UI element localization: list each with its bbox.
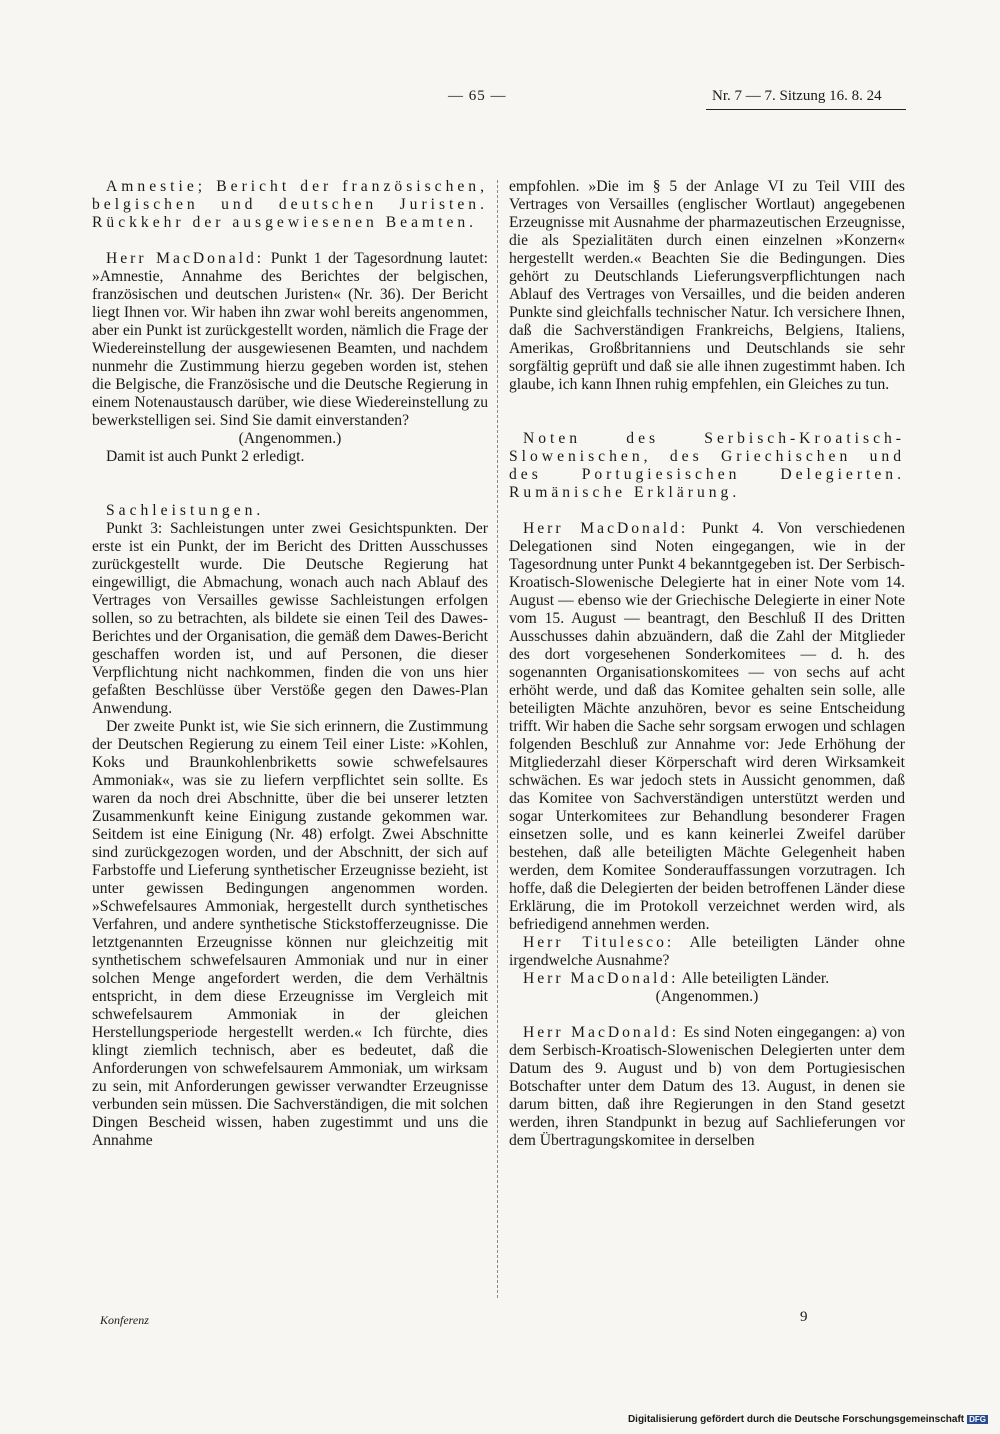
spacer: [509, 1006, 905, 1024]
spacer: [509, 502, 905, 520]
spacer: [509, 394, 905, 430]
speaker-name: Herr MacDonald:: [523, 520, 689, 537]
paragraph-point2: Damit ist auch Punkt 2 erledigt.: [106, 448, 305, 465]
paragraph-amnesty: [92, 250, 488, 430]
section-heading-amnesty: Amnestie; Bericht der französischen, belgischen und deutschen Juristen. Rückkehr der ausgewiesenen Beamten.: [92, 178, 488, 231]
spacer: [92, 466, 488, 502]
footer-signature: Konferenz: [100, 1313, 149, 1327]
page-number-header: — 65 —: [448, 88, 507, 104]
dfg-logo: DFG: [969, 1415, 986, 1424]
paragraph-text: Es sind Noten eingegangen: a) von dem Serbisch-Kroatisch-Slowenischen Delegierten unter dem Datum des 9. August und b) von dem Portugiesischen Botschafter unter dem Datum des 13. August, in denen sie darum bitten, daß ihre Regierungen in den Stand gesetzt werden, ihren Standpunkt in bezug auf Sachlieferungen vor dem Übertragungskomitee in derselben: [509, 1024, 905, 1149]
sheet-number: 9: [800, 1309, 808, 1325]
adopted-note: (Angenommen.): [238, 430, 342, 447]
speaker-name: Herr MacDonald:: [523, 970, 679, 987]
column-divider: [497, 180, 498, 1298]
right-column: [509, 178, 905, 1150]
paragraph-point4: [509, 520, 905, 934]
paragraph-notes-received: [509, 1024, 905, 1150]
speaker-name: Herr MacDonald:: [106, 250, 265, 267]
paragraph-text: Punkt 1 der Tagesordnung lautet: »Amnestie, Annahme des Berichtes der belgischen, französischen und deutschen Juristen« (Nr. 36). Der Bericht liegt Ihnen vor. Wir haben ihn zwar wohl bereits angenommen, aber ein Punkt ist zurückgestellt worden, nämlich die Frage der Wiedereinstellung der ausgewiesenen Beamten, und nachdem nunmehr die Zustimmung hierzu gegeben worden ist, stehen die Belgische, die Französische und die Deutsche Regierung in einem Notenaustausch darüber, wie diese Wiedereinstellung zu bewerkstelligen sei. Sind Sie damit einverstanden?: [92, 250, 488, 429]
section-heading-sachleistungen: Sachleistungen.: [106, 502, 265, 519]
paragraph-macdonald-reply: [509, 970, 905, 988]
digitization-credit: [628, 1414, 988, 1425]
paragraph-text: Alle beteiligten Länder ohne irgendwelche Ausnahme?: [509, 934, 905, 969]
left-column: [92, 178, 488, 1150]
credit-text: Digitalisierung gefördert durch die Deutsche Forschungsgemeinschaft: [627, 1414, 965, 1425]
speaker-name: Herr MacDonald:: [523, 1024, 680, 1041]
paragraph-text: Alle beteiligten Länder.: [678, 970, 830, 987]
spacer: [92, 232, 488, 250]
paragraph-second-point: Der zweite Punkt ist, wie Sie sich erinnern, die Zustimmung der Deutschen Regierung zu einem Teil einer Liste: »Kohlen, Koks und Braunkohlenbriketts sowie schwefelsaures Ammoniak«, was sie zu liefern verpflichtet sein sollte. Es waren da noch drei Abschnitte, über die bei unserer letzten Zusammenkunft keine Einigung zustande gekommen war. Seitdem ist eine Einigung (Nr. 48) erfolgt. Zwei Abschnitte sind zurückgezogen worden, und der Abschnitt, der sich auf Farbstoffe und Lieferung synthetischer Erzeugnisse bezieht, ist unter gewissen Bedingungen angenommen worden. »Schwefelsaures Ammoniak, hergestellt durch synthetisches Verfahren, und andere synthetische Stickstofferzeugnisse. Die letztgenannten Erzeugnisse können nur gleichzeitig mit synthetischem schwefelsauren Ammoniak und nur in einer solchen Menge angefordert werden, die dem Verhältnis entspricht, in dem diese Erzeugnisse im Vergleich mit schwefelsaurem Ammoniak in der gleichen Herstellungsperiode hergestellt werden.« Ich fürchte, dies klingt ziemlich technisch, aber es bedeutet, daß die Anforderungen von schwefelsaurem Ammoniak, um wirksam zu sein, mit Anforderungen gewisser verwandter Erzeugnisse verbunden sein müssen. Die Sachverständigen, die mit solchen Dingen Bescheid wissen, haben zugestimmt und uns die Annahme: [92, 718, 488, 1149]
section-heading-notes: Noten des Serbisch-Kroatisch-Slowenischen, des Griechischen und des Portugiesischen Delegierten. Rumänische Erklärung.: [509, 430, 905, 501]
paragraph-continued: empfohlen. »Die im § 5 der Anlage VI zu Teil VIII des Vertrages von Versailles (englischer Wortlaut) angegebenen Erzeugnisse mit Ausnahme der pharmazeutischen Erzeugnisse, die als Spezialitäten durch einen einzelnen »Konzern« hergestellt werden.« Beachten Sie die Bedingungen. Dies gehört zu Deutschlands Lieferungsverpflichtungen nach Ablauf des Vertrages von Versailles, und die beiden anderen Punkte sind gleichfalls technischer Natur. Ich versichere Ihnen, daß die Sachverständigen Frankreichs, Belgiens, Italiens, Amerikas, Großbritanniens und Deutschlands sie sehr sorgfältig geprüft und daß sie alle ihnen zugestimmt haben. Ich glaube, ich kann Ihnen ruhig empfehlen, ein Gleiches zu tun.: [509, 178, 905, 393]
header-rule: [706, 109, 906, 110]
adopted-note: (Angenommen.): [655, 988, 759, 1005]
speaker-name: Herr Titulesco:: [523, 934, 675, 951]
paragraph-titulesco: [509, 934, 905, 970]
paragraph-text: Punkt 4. Von verschiedenen Delegationen sind Noten eingegangen, wie in der Tagesordnung unter Punkt 4 bekanntgegeben ist. Der Serbisch-Kroatisch-Slowenische Delegierte hat in einer Note vom 14. August — ebenso wie der Griechische Delegierte in einer Note vom 15. August — beantragt, den Beschluß II des Dritten Ausschusses dahin abzuändern, daß die Zahl der Mitglieder des dort vorgesehenen Sonderkomitees — d. h. des sogenannten Organisationskomitees — von sechs auf acht erhöht werde, und daß das Komitee gehalten sein solle, alle beteiligten Mächte anzuhören, bevor es seine Entscheidung trifft. Wir haben die Sache sehr sorgsam erwogen und schlagen folgenden Beschluß zur Annahme vor: Jede Erhöhung der Mitgliederzahl dieser Körperschaft wird deren Wirksamkeit schwächen. Es war jedoch stets in Aussicht genommen, daß das Komitee von Sachverständigen unterstützt werden und sogar Unterkomitees zur Behandlung besonderer Fragen einsetzen solle, und es kann keinerlei Zweifel darüber bestehen, daß alle beteiligten Mächte Gelegenheit haben werden, dem Komitee Sonderauffassungen vorzutragen. Ich hoffe, daß die Delegierten der beiden betroffenen Länder diese Erklärung, die im Protokoll verzeichnet werden wird, als befriedigend annehmen werden.: [509, 520, 905, 933]
paragraph-point3: Punkt 3: Sachleistungen unter zwei Gesichtspunkten. Der erste ist ein Punkt, der im Bericht des Dritten Ausschusses zurückgestellt wurde. Die Deutsche Regierung hat eingewilligt, die Abmachung, wonach auch nach Ablauf des Vertrages von Versailles gewisse Sachleistungen erfolgen sollen, so zu betrachten, als bildete sie einen Teil des Dawes-Berichtes und der Organisation, die gemäß dem Dawes-Bericht geschaffen worden ist, und auf Personen, die dieser Verpflichtung nicht nachkommen, finden die von uns hier gefaßten Beschlüsse über Verstöße gegen den Dawes-Plan Anwendung.: [92, 520, 488, 717]
session-header: Nr. 7 — 7. Sitzung 16. 8. 24: [712, 88, 882, 104]
